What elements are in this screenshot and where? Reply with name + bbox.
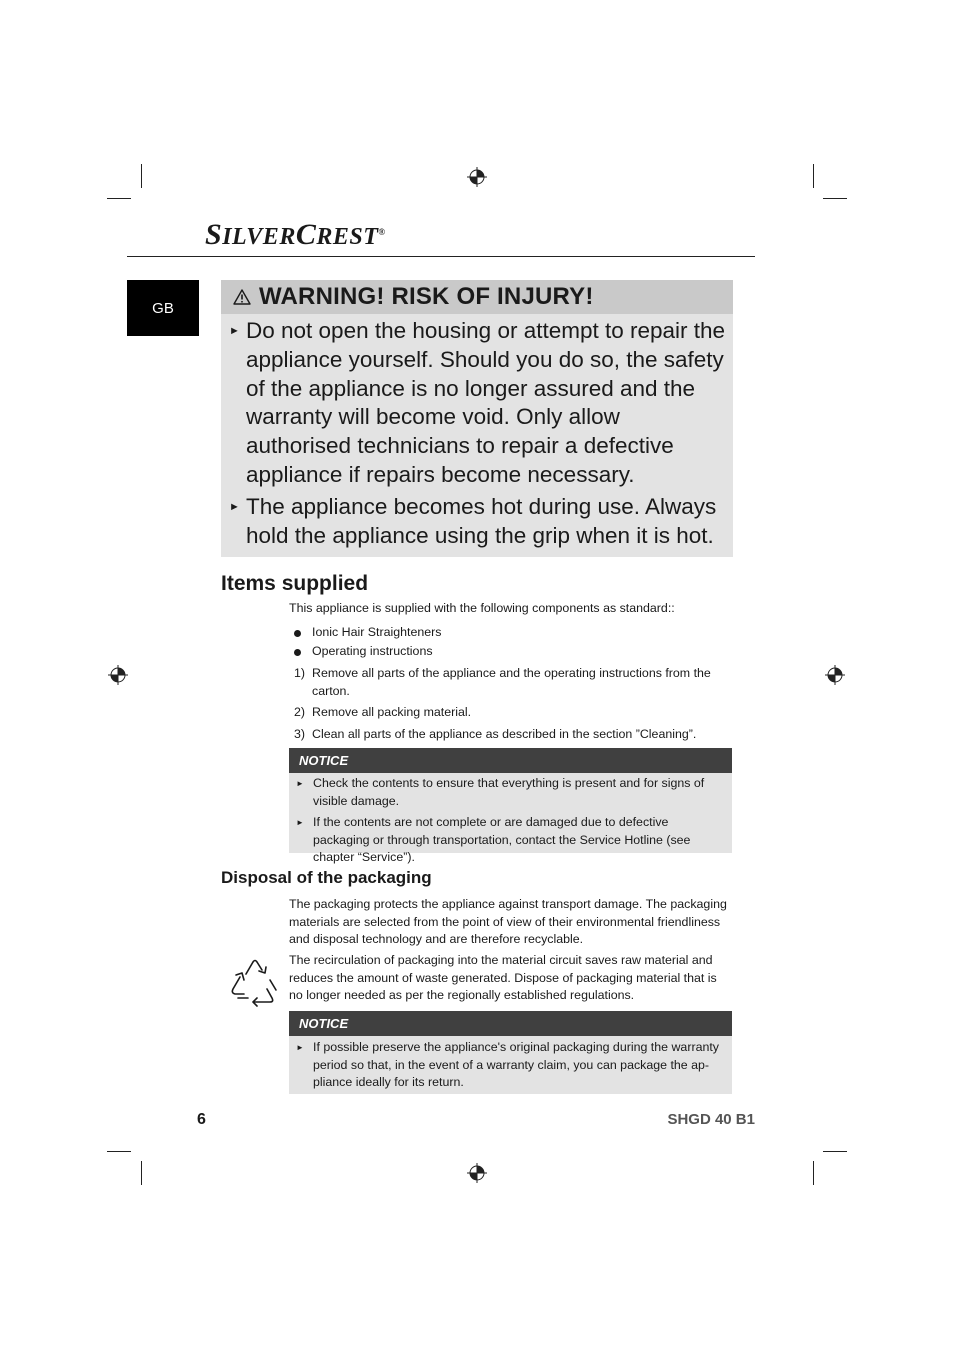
disposal-paragraph: The recirculation of packaging into the material circuit saves raw material and reduces the amount of waste generated. Dispose of packaging material that is no longer needed as per the regionally established regulations. bbox=[289, 953, 717, 1002]
registration-mark-icon bbox=[467, 167, 487, 187]
brand-logo: SILVERCREST® bbox=[205, 218, 386, 251]
crop-mark bbox=[823, 198, 847, 199]
bullet-dot-icon bbox=[294, 649, 301, 656]
model-number: SHGD 40 B1 bbox=[667, 1111, 755, 1128]
crop-mark bbox=[141, 1161, 142, 1185]
recycle-icon bbox=[226, 954, 284, 1010]
disposal-heading: Disposal of the packaging bbox=[221, 868, 432, 887]
arrow-bullet-icon: ► bbox=[296, 779, 304, 788]
crop-mark bbox=[813, 1161, 814, 1185]
registration-mark-icon bbox=[467, 1163, 487, 1183]
warning-item-text: Do not open the housing or attempt to repair the appliance yourself. Should you do so, the safety of the appliance is no longer assured and the warranty will become void. Only allow authorised technicians to repair a defective appliance if repairs become necessary. bbox=[246, 318, 726, 487]
crop-mark bbox=[823, 1151, 847, 1152]
crop-mark bbox=[141, 164, 142, 188]
arrow-bullet-icon: ► bbox=[229, 500, 240, 513]
registration-mark-icon bbox=[108, 665, 128, 685]
page-number: 6 bbox=[197, 1111, 206, 1128]
notice-item: ► If possible preserve the appliance's original packaging during the warranty period so that, in the event of a warranty claim, you can package the ap-pliance ideally for its return. bbox=[296, 1040, 719, 1089]
warning-title: WARNING! RISK OF INJURY! bbox=[259, 283, 594, 310]
notice-box bbox=[289, 1011, 732, 1094]
arrow-bullet-icon: ► bbox=[296, 1043, 304, 1052]
notice-header: NOTICE bbox=[289, 748, 732, 773]
crop-mark bbox=[107, 1151, 131, 1152]
registration-mark-icon bbox=[825, 665, 845, 685]
warning-item bbox=[221, 493, 733, 551]
bullet-dot-icon bbox=[294, 630, 301, 637]
notice-item: ► Check the contents to ensure that everything is present and for signs of visible damage. bbox=[296, 776, 705, 808]
notice-box bbox=[289, 748, 732, 864]
warning-header bbox=[221, 280, 733, 314]
header-divider bbox=[127, 256, 755, 257]
warning-triangle-icon bbox=[233, 289, 251, 305]
items-supplied-heading: Items supplied bbox=[221, 572, 369, 595]
warning-item-text: The appliance becomes hot during use. Always hold the appliance using the grip when it is hot. bbox=[246, 493, 717, 548]
language-tab: GB bbox=[127, 280, 199, 336]
notice-item: ► If the contents are not complete or are damaged due to defective packaging or through transportation, contact the Service Hotline (see chapter “Service”). bbox=[296, 815, 691, 864]
arrow-bullet-icon: ► bbox=[229, 325, 240, 337]
warning-box bbox=[221, 280, 733, 557]
arrow-bullet-icon: ► bbox=[296, 818, 304, 827]
crop-mark bbox=[813, 164, 814, 188]
notice-header: NOTICE bbox=[289, 1011, 732, 1036]
crop-mark bbox=[107, 198, 131, 199]
disposal-paragraph: The packaging protects the appliance against transport damage. The packaging materials are selected from the point of view of their environmental friendliness and disposal technology and are therefore recyclable. bbox=[289, 897, 727, 946]
items-intro: This appliance is supplied with the following components as standard:: bbox=[289, 601, 675, 615]
warning-item bbox=[221, 317, 733, 490]
